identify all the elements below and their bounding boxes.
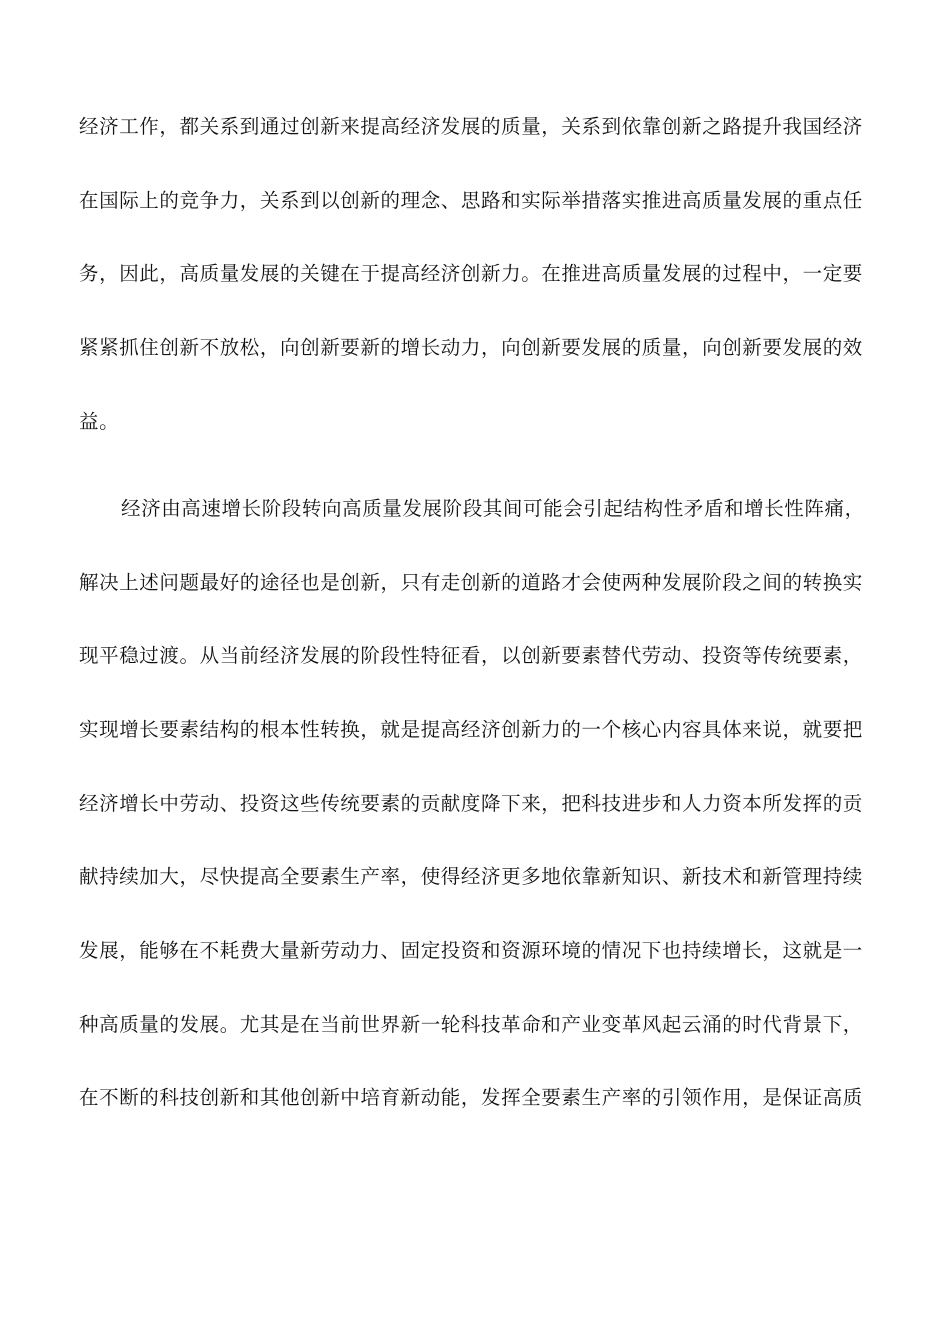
paragraph-1-line-1: 经济工作，都关系到通过创新来提高经济发展的质量，关系到依靠创新之路提升我国经济 [79,115,863,138]
paragraph-2-line-5: 经济增长中劳动、投资这些传统要素的贡献度降下来，把科技进步和人力资本所发挥的贡 [79,792,863,815]
paragraph-1-line-4: 紧紧抓住创新不放松，向创新要新的增长动力，向创新要发展的质量，向创新要发展的效 [79,336,863,359]
paragraph-2-line-7: 发展，能够在不耗费大量新劳动力、固定投资和资源环境的情况下也持续增长，这就是一 [79,939,863,962]
paragraph-2-line-1: 经济由高速增长阶段转向高质量发展阶段其间可能会引起结构性矛盾和增长性阵痛， [121,497,865,520]
paragraph-2-line-6: 献持续加大，尽快提高全要素生产率，使得经济更多地依靠新知识、新技术和新管理持续 [79,865,863,888]
paragraph-2-line-3: 现平稳过渡。从当前经济发展的阶段性特征看，以创新要素替代劳动、投资等传统要素， [79,644,863,667]
paragraph-1-line-2: 在国际上的竞争力，关系到以创新的理念、思路和实际举措落实推进高质量发展的重点任 [79,189,863,212]
paragraph-2-line-9: 在不断的科技创新和其他创新中培育新动能，发挥全要素生产率的引领作用，是保证高质 [79,1086,863,1109]
paragraph-1-line-5: 益。 [79,410,120,433]
paragraph-2-line-8: 种高质量的发展。尤其是在当前世界新一轮科技革命和产业变革风起云涌的时代背景下， [79,1013,863,1036]
paragraph-1-line-3: 务，因此，高质量发展的关键在于提高经济创新力。在推进高质量发展的过程中，一定要 [79,262,863,285]
paragraph-2-line-4: 实现增长要素结构的根本性转换，就是提高经济创新力的一个核心内容具体来说，就要把 [79,718,863,741]
paragraph-2-line-2: 解决上述问题最好的途径也是创新，只有走创新的道路才会使两种发展阶段之间的转换实 [79,571,863,594]
